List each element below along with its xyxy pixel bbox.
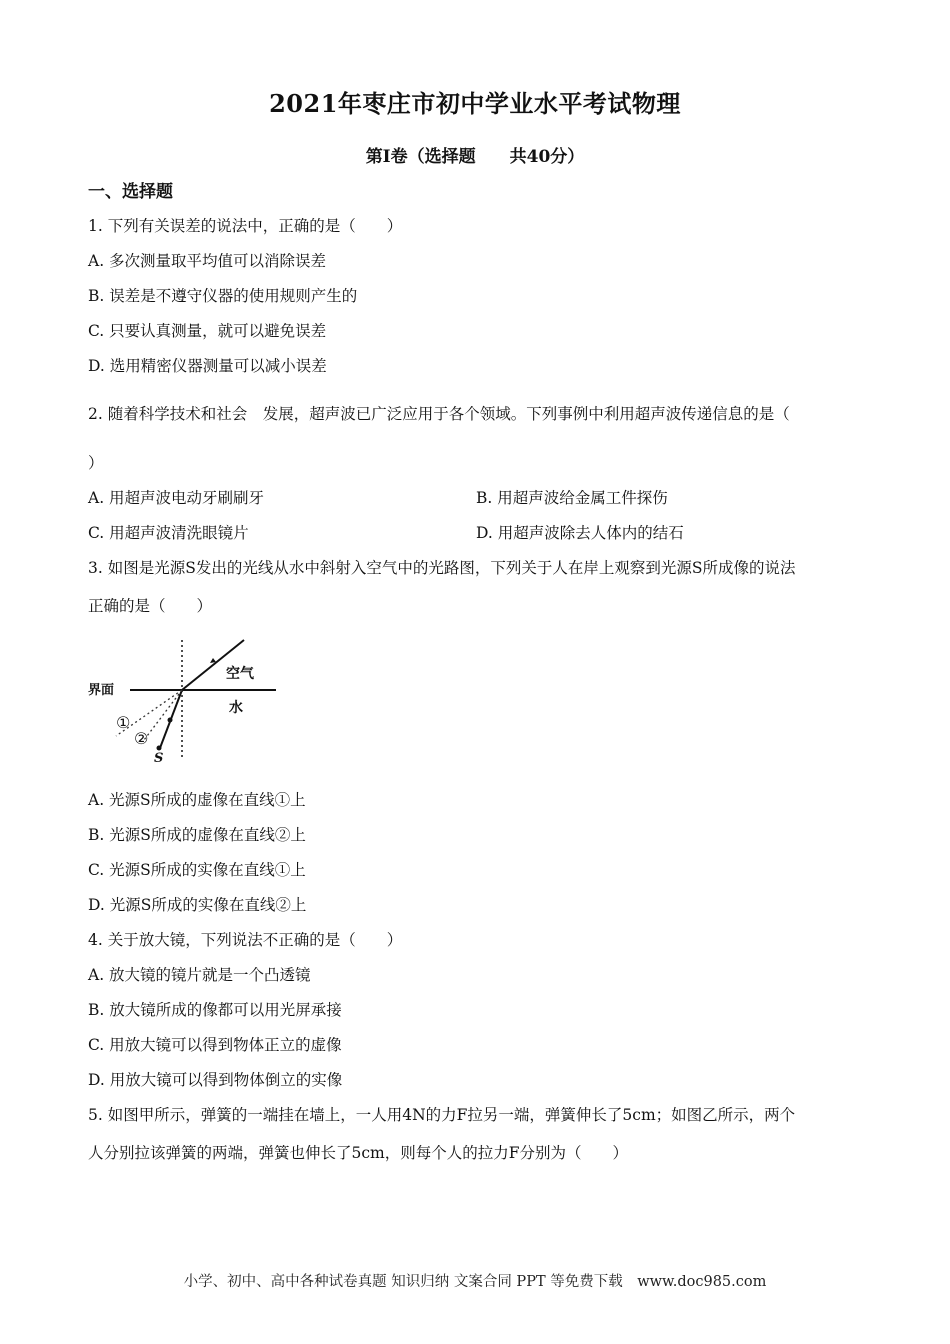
question-3-option-b: B. 光源S所成的虚像在直线②上 [88,826,306,844]
refraction-diagram [86,636,278,766]
question-3-stem-cont: 正确的是（ ） [88,597,213,615]
question-1-option-b: B. 误差是不遵守仪器的使用规则产生的 [88,287,358,305]
question-4-option-b: B. 放大镜所成的像都可以用光屏承接 [88,1001,342,1019]
section-heading: 一、选择题 [88,182,173,202]
question-1-option-a: A. 多次测量取平均值可以消除误差 [88,252,327,270]
page-title: 2021年枣庄市初中学业水平考试物理 [269,89,681,118]
question-4-option-a: A. 放大镜的镜片就是一个凸透镜 [88,966,311,984]
question-3-stem: 3. 如图是光源S发出的光线从水中斜射入空气中的光路图，下列关于人在岸上观察到光源S所成像的说法 [88,559,796,577]
question-2-option-b: B. 用超声波给金属工件探伤 [476,489,668,507]
incident-ray-arrow [168,718,173,723]
question-3-option-a: A. 光源S所成的虚像在直线①上 [88,791,306,809]
question-1-option-c: C. 只要认真测量，就可以避免误差 [88,322,327,340]
question-2-stem: 2. 随着科学技术和社会 发展，超声波已广泛应用于各个领域。下列事例中利用超声波传递信息的是（ [88,405,790,423]
source-label: S [154,751,164,766]
question-3-option-c: C. 光源S所成的实像在直线①上 [88,861,306,879]
question-4-stem: 4. 关于放大镜，下列说法不正确的是（ ） [88,931,403,949]
question-3-option-d: D. 光源S所成的实像在直线②上 [88,896,307,914]
question-5-stem: 5. 如图甲所示，弹簧的一端挂在墙上，一人用4N的力F拉另一端，弹簧伸长了5cm；如图乙所示，两个 [88,1106,796,1124]
line-2-label: ② [134,729,149,748]
question-5-stem-cont: 人分别拉该弹簧的两端，弹簧也伸长了5cm，则每个人的拉力F分别为（ ） [88,1144,628,1162]
air-label: 空气 [226,666,254,682]
question-2-option-c: C. 用超声波清洗眼镜片 [88,524,249,542]
page-subtitle: 第Ⅰ卷（选择题 共40分） [365,147,585,167]
question-2-option-d: D. 用超声波除去人体内的结石 [476,524,684,542]
extension-line-2 [144,690,182,740]
question-2-stem-cont: ） [88,454,104,472]
source-point [157,746,162,751]
line-1-label: ① [116,713,131,732]
question-4-option-d: D. 用放大镜可以得到物体倒立的实像 [88,1071,343,1089]
question-1-stem: 1. 下列有关误差的说法中，正确的是（ ） [88,217,403,235]
page-footer: 小学、初中、高中各种试卷真题 知识归纳 文案合同 PPT 等免费下载 www.doc985.com [183,1274,767,1290]
question-1-option-d: D. 选用精密仪器测量可以减小误差 [88,357,327,375]
interface-label: 界面 [88,683,115,698]
question-2-option-a: A. 用超声波电动牙刷刷牙 [88,489,265,507]
question-4-option-c: C. 用放大镜可以得到物体正立的虚像 [88,1036,342,1054]
refracted-ray [182,640,244,690]
water-label: 水 [229,700,243,716]
